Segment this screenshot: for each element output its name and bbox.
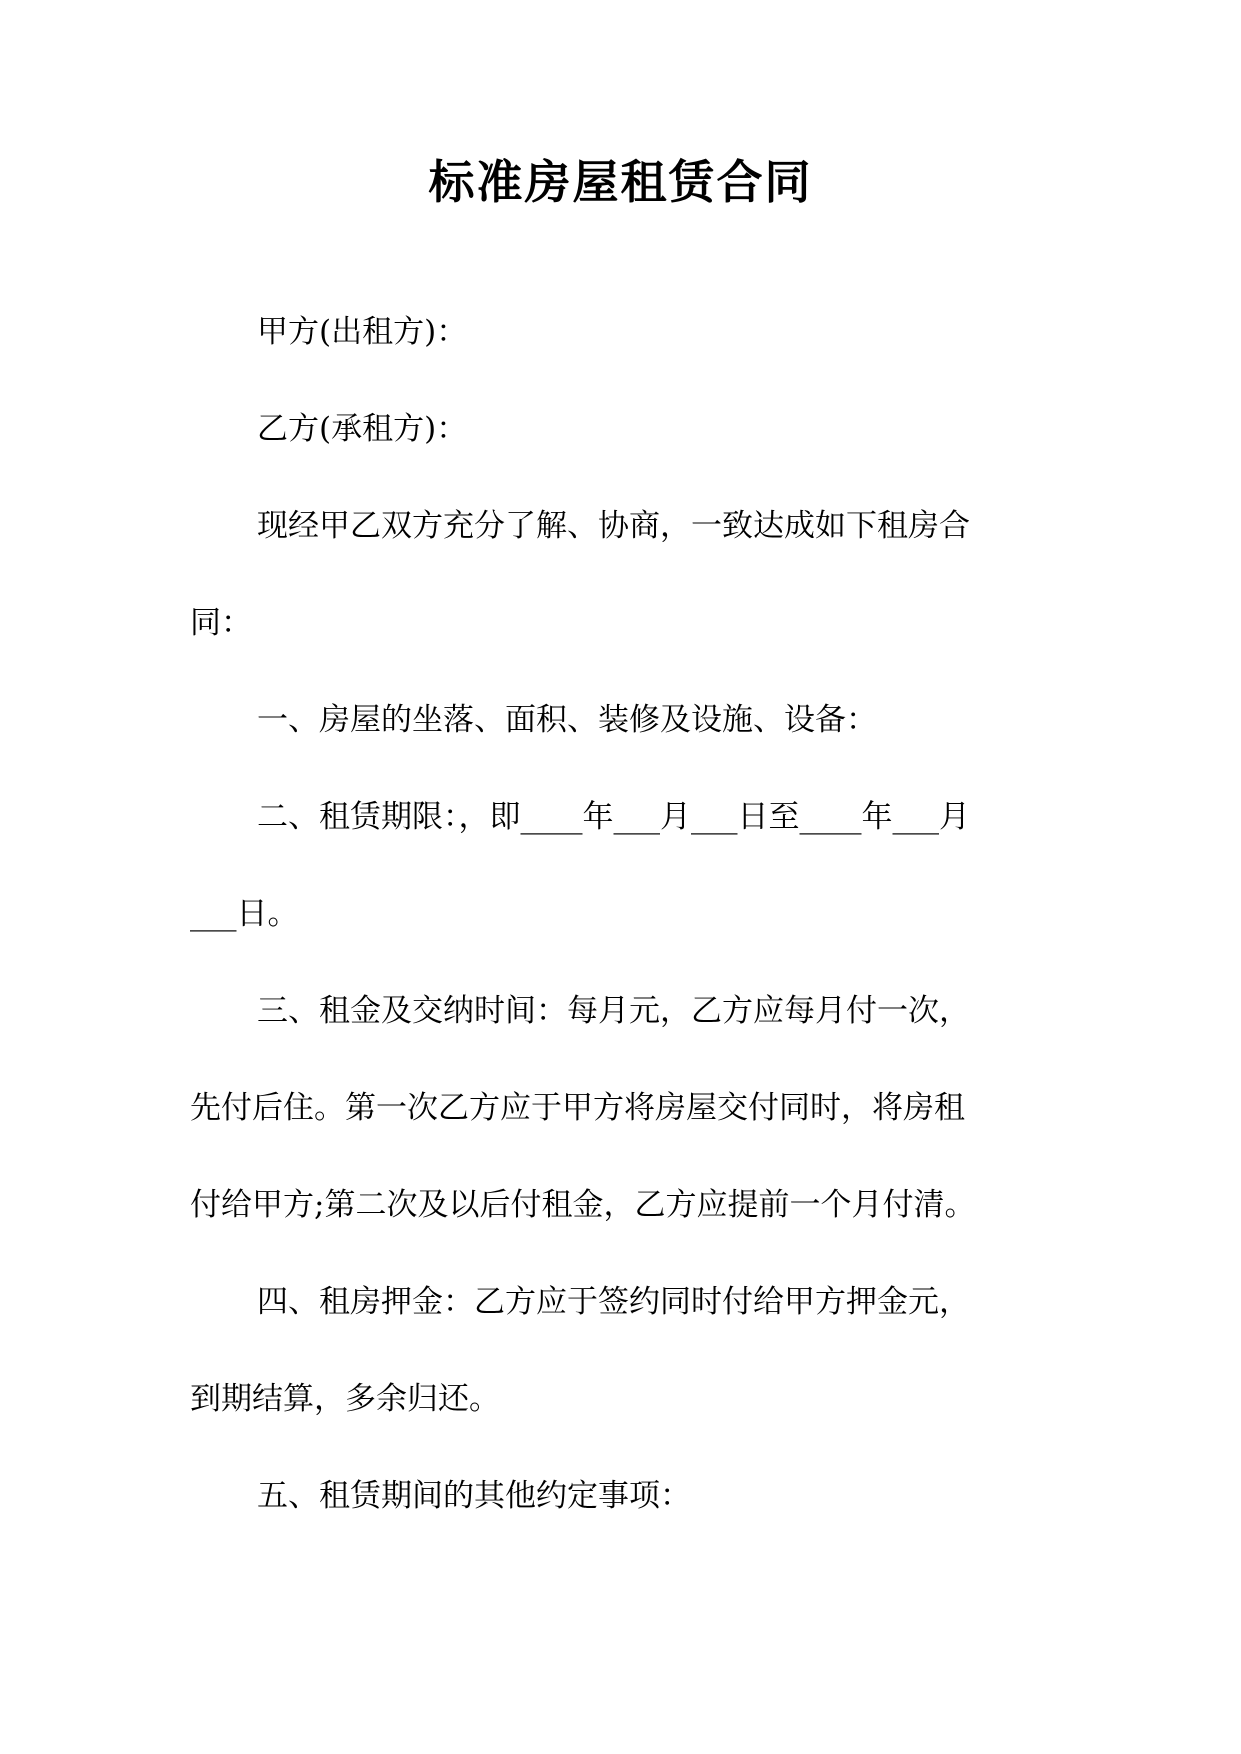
party-b-line: 乙方(承租方)：	[257, 411, 468, 447]
clause-4-line-2: 到期结算，多余归还。	[190, 1381, 500, 1417]
clause-5-line: 五、租赁期间的其他约定事项：	[257, 1478, 691, 1514]
clause-1-line: 一、房屋的坐落、面积、装修及设施、设备：	[257, 702, 877, 738]
clause-2-line-1: 二、租赁期限：，即____年___月___日至____年___月	[257, 799, 970, 835]
document-title: 标准房屋租赁合同	[428, 155, 813, 209]
clause-2-line-2: ___日。	[190, 896, 299, 932]
clause-3-line-1: 三、租金及交纳时间：每月元，乙方应每月付一次，	[257, 993, 970, 1029]
clause-4-line-1: 四、租房押金：乙方应于签约同时付给甲方押金元，	[257, 1284, 970, 1320]
preamble-line-1: 现经甲乙双方充分了解、协商，一致达成如下租房合	[257, 508, 970, 544]
clause-3-line-3: 付给甲方;第二次及以后付租金，乙方应提前一个月付清。	[190, 1187, 976, 1223]
clause-3-line-2: 先付后住。第一次乙方应于甲方将房屋交付同时，将房租	[190, 1090, 965, 1126]
party-a-line: 甲方(出租方)：	[257, 314, 468, 350]
preamble-line-2: 同：	[190, 605, 252, 641]
